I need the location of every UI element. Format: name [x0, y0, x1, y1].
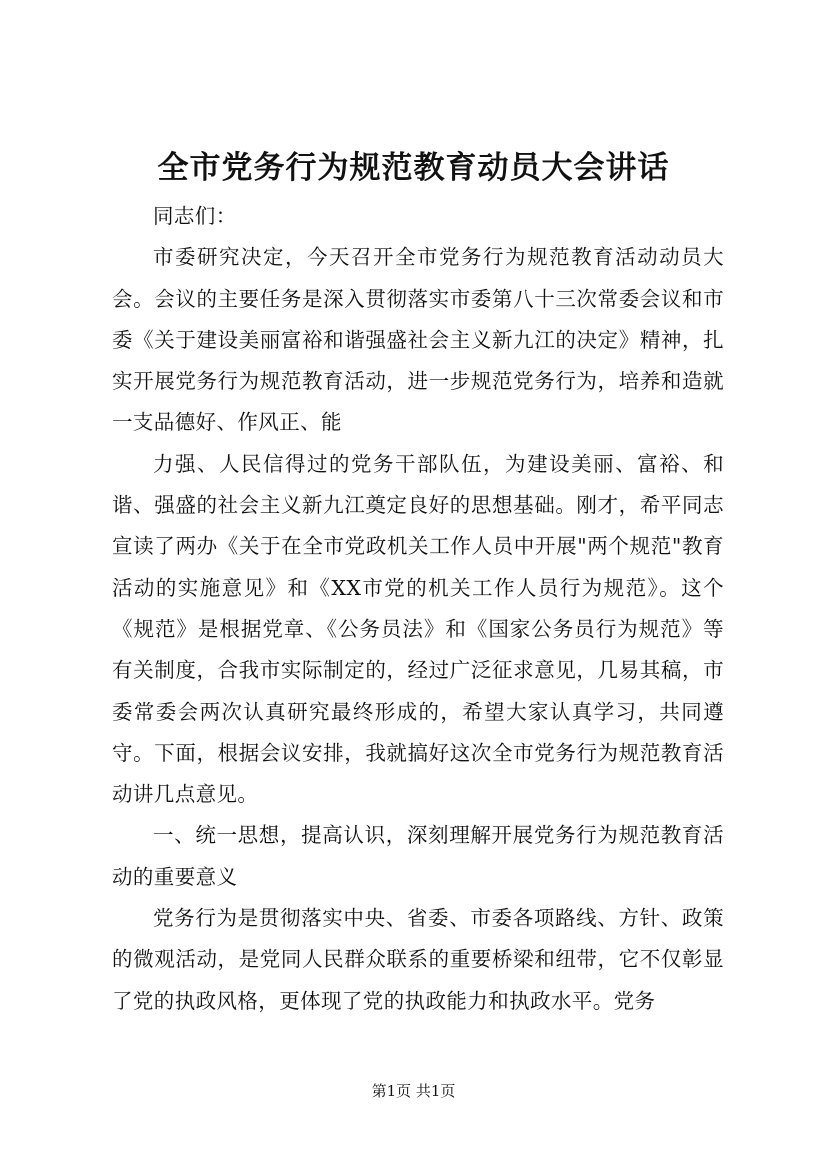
section-heading-1: 一、统一思想，提高认识，深刻理解开展党务行为规范教育活动的重要意义 — [112, 823, 724, 889]
document-title: 全市党务行为规范教育动员大会讲话 — [157, 150, 670, 186]
paragraph-1: 市委研究决定，今天召开全市党务行为规范教育活动动员大会。会议的主要任务是深入贯彻落实市委第八十三次常委会议和市委《关于建设美丽富裕和谐强盛社会主义新九江的决定》精神，扎实开展党务行为规范教育活动，进一步规范党务行为，培养和造就一支品德好、作风正、能 — [112, 245, 724, 435]
paragraph-2: 力强、人民信得过的党务干部队伍，为建设美丽、富裕、和谐、强盛的社会主义新九江奠定良好的思想基础。刚才，希平同志宣读了两办《关于在全市党政机关工作人员中开展"两个规范"教育活动的实施意见》和《XX市党的机关工作人员行为规范》。这个《规范》是根据党章、《公务员法》和《国家公务员行为规范》等有关制度，合我市实际制定的，经过广泛征求意见，几易其稿，市委常委会两次认真研究最终形成的，希望大家认真学习，共同遵守。下面，根据会议安排，我就搞好这次全市党务行为规范教育活动讲几点意见。 — [112, 451, 724, 807]
greeting-line: 同志们： — [153, 204, 237, 228]
page-number-footer: 第1页 共1页 — [371, 1082, 456, 1100]
paragraph-3: 党务行为是贯彻落实中央、省委、市委各项路线、方针、政策的微观活动，是党同人民群众联系的重要桥梁和纽带，它不仅彰显了党的执政风格，更体现了党的执政能力和执政水平。党务 — [112, 906, 724, 1013]
document-body — [112, 196, 724, 1022]
